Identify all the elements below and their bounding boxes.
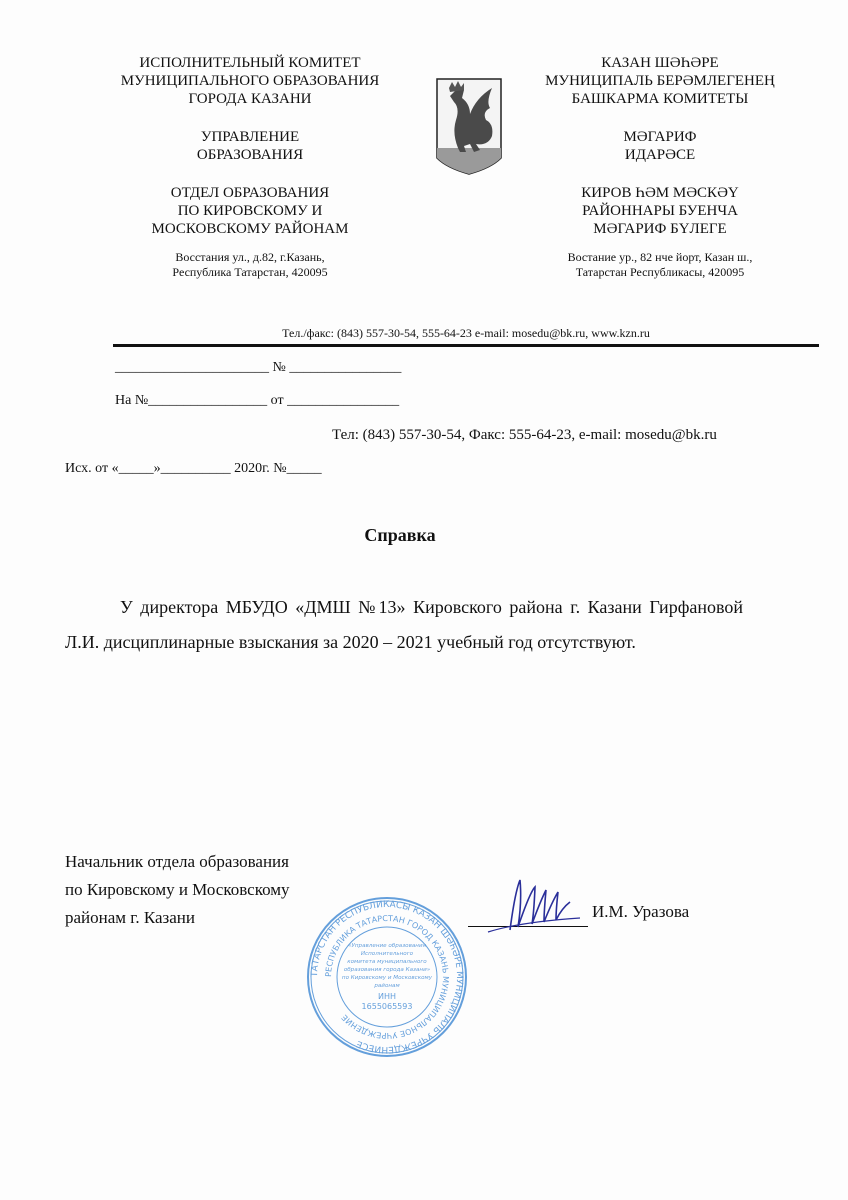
address-line: Востание ур., 82 нче йорт, Казан ш., xyxy=(567,250,753,264)
handwritten-signature xyxy=(480,872,590,942)
stamp-center-line: по Кировскому и Московскому xyxy=(341,975,433,981)
division-line: МОСКОВСКОМУ РАЙОНАМ xyxy=(151,221,349,237)
dept-line: ИДАРӘСЕ xyxy=(624,147,696,163)
org-line: ИСПОЛНИТЕЛЬНЫЙ КОМИТЕТ xyxy=(139,55,361,71)
stamp-inner-ring-text: РЕСПУБЛИКА ТАТАРСТАН ГОРОД КАЗАНЬ МУНИЦИПАЛЬНОЕ УЧРЕЖДЕНИЕ xyxy=(323,913,451,1041)
org-line: КАЗАН ШӘҺӘРЕ xyxy=(601,55,719,71)
outgoing-number-line: Исх. от «_____»__________ 2020г. №_____ xyxy=(65,461,322,476)
stamp-outer-text: ТАТАРСТАН РЕСПУБЛИКАСЫ КАЗАН ШӘҺӘРЕ МУНИЦИПАЛЬ УЧРЕЖДЕНИЕСЕ xyxy=(309,899,465,1055)
header-contacts: Тел./факс: (843) 557-30-54, 555-64-23 e-mail: mosedu@bk.ru, www.kzn.ru xyxy=(282,326,650,340)
org-line: МУНИЦИПАЛЬ БЕРӘМЛЕГЕНЕҢ xyxy=(545,73,775,89)
stamp-center-line: Исполнительного xyxy=(360,951,414,957)
address-line: Татарстан Республикасы, 420095 xyxy=(575,265,745,279)
header-divider xyxy=(113,344,819,347)
phone-line: Тел: (843) 557-30-54, Факс: 555-64-23, e-mail: mosedu@bk.ru xyxy=(332,427,717,443)
org-line: БАШКАРМА КОМИТЕТЫ xyxy=(571,91,749,107)
official-stamp xyxy=(305,895,469,1059)
header-left xyxy=(90,54,410,280)
position-line: по Кировскому и Московскому xyxy=(65,880,290,899)
position-line: Начальник отдела образования xyxy=(65,852,289,871)
division-line: РАЙОННАРЫ БУЕНЧА xyxy=(582,203,738,219)
division-line: ПО КИРОВСКОМУ И xyxy=(177,203,323,219)
address-line: Восстания ул., д.82, г.Казань, xyxy=(175,250,325,264)
division-line: ОТДЕЛ ОБРАЗОВАНИЯ xyxy=(170,185,330,201)
document-body xyxy=(65,590,743,660)
reply-to-line: На №_________________ от ________________ xyxy=(115,393,400,408)
org-line: ГОРОДА КАЗАНИ xyxy=(188,91,312,107)
signatory-position xyxy=(65,848,290,932)
division-line: МӘГАРИФ БҮЛЕГЕ xyxy=(593,221,727,237)
stamp-inn-label: ИНН xyxy=(377,992,397,1001)
stamp-inn: 1655065593 xyxy=(361,1002,413,1011)
document-title: Справка xyxy=(364,525,436,545)
signatory-name: И.М. Уразова xyxy=(592,902,690,921)
body-text: У директора МБУДО «ДМШ №13» Кировского района г. Казани Гирфановой Л.И. дисциплинарные взыскания за 2020 – 2021 учебный год отсутствуют. xyxy=(65,597,743,652)
org-line: МУНИЦИПАЛЬНОГО ОБРАЗОВАНИЯ xyxy=(120,73,380,89)
reg-number-line: ______________________ № ________________ xyxy=(115,360,402,375)
division-line: КИРОВ ҺӘМ МӘСКӘҮ xyxy=(581,185,739,201)
kazan-coat-of-arms-icon xyxy=(436,78,502,182)
dept-line: МӘГАРИФ xyxy=(623,129,697,145)
position-line: районам г. Казани xyxy=(65,908,195,927)
dept-line: УПРАВЛЕНИЕ xyxy=(200,129,300,145)
dept-line: ОБРАЗОВАНИЯ xyxy=(196,147,304,163)
stamp-center-line: районам xyxy=(374,983,400,989)
stamp-center-line: «Управление образования xyxy=(348,943,426,949)
stamp-center-line: комитета муниципального xyxy=(347,959,427,965)
header-right xyxy=(500,54,820,280)
address-line: Республика Татарстан, 420095 xyxy=(172,265,328,279)
stamp-center-line: образования города Казани» xyxy=(343,967,431,973)
